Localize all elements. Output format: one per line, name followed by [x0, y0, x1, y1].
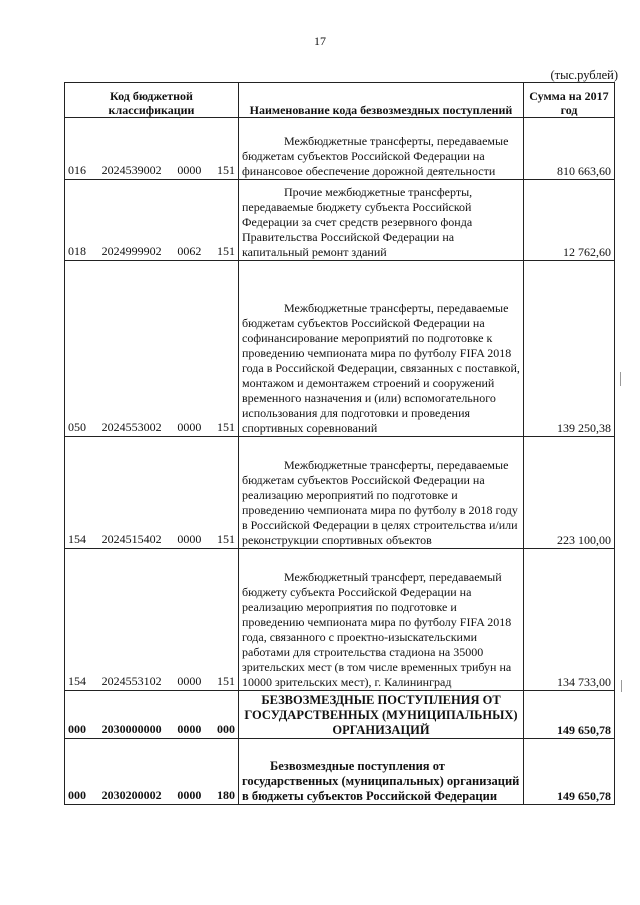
- code-admin: 154: [68, 674, 86, 688]
- code-cell: [65, 549, 239, 691]
- code-cell: [65, 691, 239, 739]
- code-main: 2024553002: [101, 420, 162, 434]
- table-header-row: [65, 83, 615, 118]
- table-row: [65, 118, 615, 180]
- code-admin: 000: [68, 788, 86, 802]
- table-row: [65, 437, 615, 549]
- code-program: 0000: [177, 532, 202, 546]
- code-main: 2030000000: [101, 722, 162, 736]
- code-econ: 000: [216, 722, 235, 736]
- name-cell: БЕЗВОЗМЕЗДНЫЕ ПОСТУПЛЕНИЯ ОТ ГОСУДАРСТВЕННЫХ (МУНИЦИПАЛЬНЫХ) ОРГАНИЗАЦИЙ: [239, 691, 524, 739]
- sum-cell: 134 733,00: [524, 549, 615, 691]
- name-cell: Межбюджетные трансферты, передаваемые бюджетам субъектов Российской Федерации на реализацию мероприятий по подготовке и проведению чемпионата мира по футболу в 2018 году в Российской Федерации в целях строительства и/или реконструкции спортивных объектов: [239, 437, 524, 549]
- code-cell: [65, 180, 239, 261]
- page-number: 17: [314, 34, 326, 48]
- name-cell: Межбюджетные трансферты, передаваемые бюджетам субъектов Российской Федерации на софинансирование мероприятий по подготовке к проведению чемпионата мира по футболу FIFA 2018 года в Российской Федерации, связанных с поставкой, монтажом и демонтажем строений и сооружений временного назначения и (или) вспомогательного использования для подготовки и проведения спортивных соревнований: [239, 261, 524, 437]
- code-main: 2030200002: [101, 788, 162, 802]
- sum-cell: 149 650,78: [524, 691, 615, 739]
- code-econ: 151: [216, 163, 235, 177]
- code-main: 2024515402: [101, 532, 162, 546]
- table-row: [65, 549, 615, 691]
- table-row: [65, 691, 615, 739]
- header-code: Код бюджетной классификации: [65, 83, 239, 118]
- sum-cell: 12 762,60: [524, 180, 615, 261]
- code-main: 2024539002: [101, 163, 162, 177]
- code-cell: [65, 739, 239, 805]
- code-main: 2024999902: [101, 244, 162, 258]
- code-admin: 018: [68, 244, 86, 258]
- units-label: (тыс.рублей): [550, 68, 618, 82]
- code-program: 0000: [177, 722, 202, 736]
- sum-cell: 810 663,60: [524, 118, 615, 180]
- code-program: 0000: [177, 163, 202, 177]
- code-program: 0000: [177, 788, 202, 802]
- code-main: 2024553102: [101, 674, 162, 688]
- code-program: 0000: [177, 420, 202, 434]
- code-program: 0000: [177, 674, 202, 688]
- sum-cell: 139 250,38: [524, 261, 615, 437]
- table-row: [65, 180, 615, 261]
- code-econ: 151: [216, 532, 235, 546]
- code-cell: [65, 118, 239, 180]
- name-cell: Безвозмездные поступления от государственных (муниципальных) организаций в бюджеты субъектов Российской Федерации: [239, 739, 524, 805]
- code-program: 0062: [177, 244, 202, 258]
- budget-table: [64, 82, 615, 805]
- sum-cell: 149 650,78: [524, 739, 615, 805]
- name-cell: Межбюджетные трансферты, передаваемые бюджетам субъектов Российской Федерации на финансовое обеспечение дорожной деятельности: [239, 118, 524, 180]
- name-cell: Прочие межбюджетные трансферты, передаваемые бюджету субъекта Российской Федерации за счет средств резервного фонда Правительства Российской Федерации на капитальный ремонт зданий: [239, 180, 524, 261]
- code-admin: 016: [68, 163, 86, 177]
- code-admin: 154: [68, 532, 86, 546]
- code-econ: 151: [216, 674, 235, 688]
- code-admin: 050: [68, 420, 86, 434]
- code-econ: 151: [216, 420, 235, 434]
- sum-cell: 223 100,00: [524, 437, 615, 549]
- table-row: [65, 261, 615, 437]
- scan-mark: [620, 372, 621, 386]
- code-econ: 151: [216, 244, 235, 258]
- code-econ: 180: [216, 788, 235, 802]
- code-cell: [65, 261, 239, 437]
- name-cell: Межбюджетный трансферт, передаваемый бюджету субъекта Российской Федерации на реализацию мероприятия по подготовке и проведению чемпионата мира по футболу FIFA 2018 года, связанного с проектно-изыскательскими работами для строительства стадиона на 35000 зрительских мест (в том числе временных трибун на 10000 зрительских мест), г. Калининград: [239, 549, 524, 691]
- code-cell: [65, 437, 239, 549]
- scan-mark: [621, 680, 622, 692]
- header-name: Наименование кода безвозмездных поступлений: [239, 83, 524, 118]
- code-admin: 000: [68, 722, 86, 736]
- header-sum: Сумма на 2017 год: [524, 83, 615, 118]
- table-row: [65, 739, 615, 805]
